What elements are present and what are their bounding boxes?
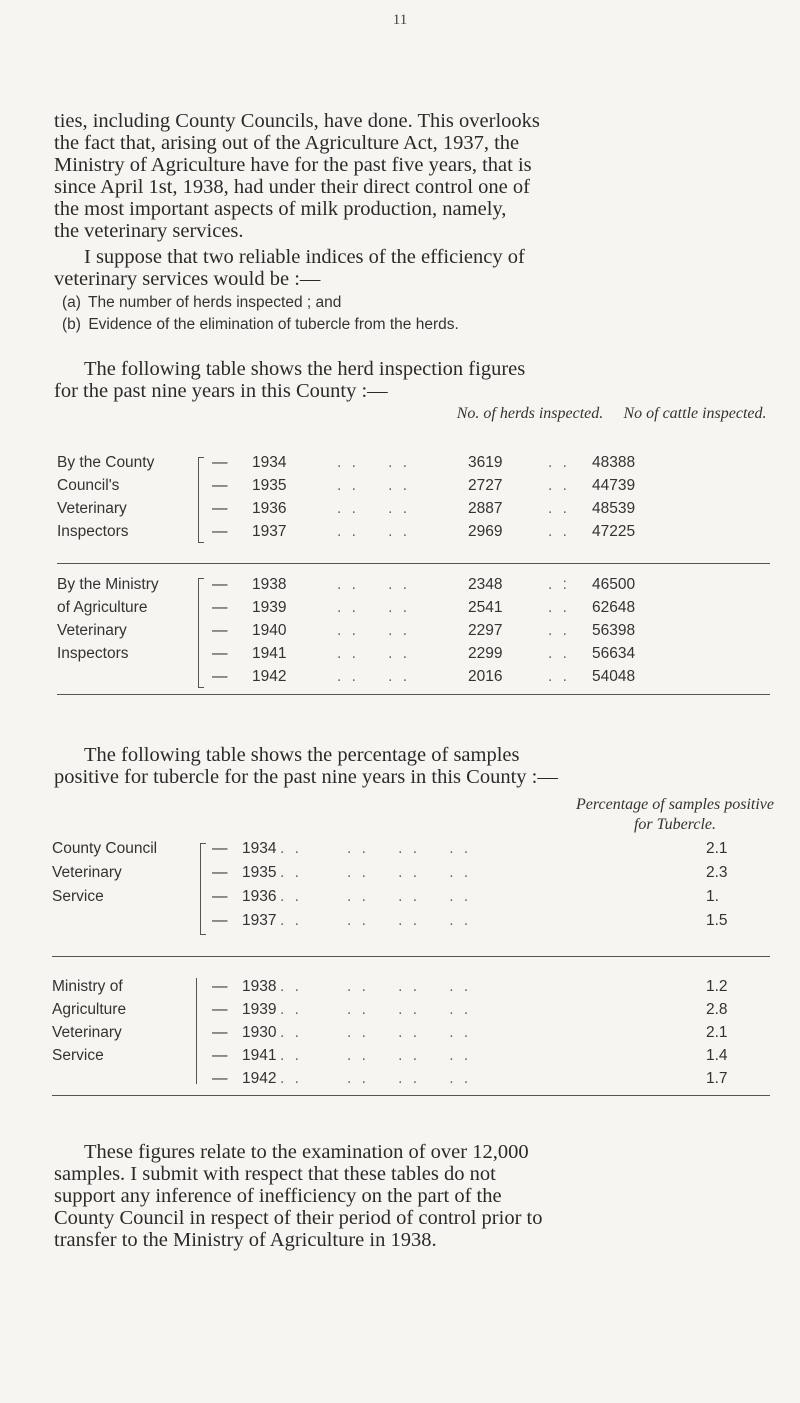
row-cattle: 62648 — [592, 599, 636, 616]
row-dash: — — [212, 523, 228, 540]
group-label-line: Council's — [57, 477, 120, 494]
row-year: 1942 — [242, 1070, 277, 1087]
row-percentage: 1.5 — [706, 912, 728, 929]
table-row: — 1940 . . . . 2297 . . 56398 — [212, 620, 772, 642]
closing-paragraph — [54, 1141, 754, 1251]
row-cattle: 48539 — [592, 500, 636, 517]
row-year: 1936 — [252, 500, 287, 517]
row-dash: — — [212, 1024, 228, 1041]
row-percentage: 2.8 — [706, 1001, 728, 1018]
column-header-herds: No. of herds inspected. — [456, 405, 604, 422]
text-line: I suppose that two reliable indices of the efficiency of — [84, 246, 525, 268]
row-herds: 2887 — [468, 500, 503, 517]
row-dash: — — [212, 978, 228, 995]
row-herds: 3619 — [468, 454, 503, 471]
row-dash: — — [212, 599, 228, 616]
row-year: 1936 — [242, 888, 277, 905]
row-year: 1940 — [252, 622, 287, 639]
text-line: positive for tubercle for the past nine years in this County :— — [54, 766, 558, 788]
group-label-line: Veterinary — [57, 622, 127, 639]
row-cattle: 46500 — [592, 576, 636, 593]
text-line: since April 1st, 1938, had under their direct control one of — [54, 176, 530, 198]
row-dash: — — [212, 477, 228, 494]
group-label-line: Veterinary — [52, 1024, 122, 1041]
group-label-line: Service — [52, 888, 104, 905]
row-cattle: 48388 — [592, 454, 636, 471]
group-label-line: Ministry of — [52, 978, 123, 995]
table-divider — [52, 1095, 770, 1096]
group-label-line: of Agriculture — [57, 599, 148, 616]
group-label-line: Agriculture — [52, 1001, 127, 1018]
row-dash: — — [212, 500, 228, 517]
text-line: These figures relate to the examination of over 12,000 — [84, 1141, 529, 1163]
column-header-percentage: Percentage of samples positive for Tubercle. — [575, 796, 775, 833]
row-dash: — — [212, 576, 228, 593]
group-label-line: Service — [52, 1047, 104, 1064]
row-herds: 2299 — [468, 645, 503, 662]
row-cattle: 47225 — [592, 523, 636, 540]
page-number: 11 — [392, 12, 408, 28]
row-dash: — — [212, 645, 228, 662]
row-year: 1937 — [242, 912, 277, 929]
table-row: — 1939 . . . . . . . . 2.8 — [212, 999, 772, 1021]
row-herds: 2541 — [468, 599, 503, 616]
table-row: — 1934 . . . . . . . . 2.1 — [212, 838, 772, 860]
row-percentage: 1. — [706, 888, 719, 905]
row-year: 1939 — [252, 599, 287, 616]
row-year: 1930 — [242, 1024, 277, 1041]
group-brace — [200, 843, 206, 935]
row-year: 1935 — [252, 477, 287, 494]
group-label-line: Veterinary — [57, 500, 127, 517]
row-dash: — — [212, 1070, 228, 1087]
table-row: — 1939 . . . . 2541 . . 62648 — [212, 597, 772, 619]
row-percentage: 2.1 — [706, 840, 728, 857]
row-year: 1942 — [252, 668, 287, 685]
row-herds: 2969 — [468, 523, 503, 540]
table-row: — 1936 . . . . 2887 . . 48539 — [212, 498, 772, 520]
table-row: — 1941 . . . . . . . . 1.4 — [212, 1045, 772, 1067]
row-year: 1934 — [242, 840, 277, 857]
table-row: — 1937 . . . . . . . . 1.5 — [212, 910, 772, 932]
row-herds: 2727 — [468, 477, 503, 494]
row-dash: — — [212, 668, 228, 685]
text-line: County Council in respect of their period of control prior to — [54, 1207, 543, 1229]
table-row: — 1942 . . . . . . . . 1.7 — [212, 1068, 772, 1090]
row-year: 1941 — [242, 1047, 277, 1064]
row-percentage: 1.7 — [706, 1070, 728, 1087]
group-label-line: By the Ministry — [57, 576, 159, 593]
text-line: samples. I submit with respect that these tables do not — [54, 1163, 496, 1185]
row-year: 1941 — [252, 645, 287, 662]
group-label-line: Inspectors — [57, 645, 129, 662]
group-label-line: By the County — [57, 454, 155, 471]
text-line: support any inference of inefficiency on the part of the — [54, 1185, 502, 1207]
row-herds: 2348 — [468, 576, 503, 593]
table-row: — 1935 . . . . . . . . 2.3 — [212, 862, 772, 884]
row-percentage: 2.1 — [706, 1024, 728, 1041]
list-item-text: The number of herds inspected ; and — [88, 294, 342, 311]
group-label-line: County Council — [52, 840, 158, 857]
row-dash: — — [212, 888, 228, 905]
row-percentage: 1.4 — [706, 1047, 728, 1064]
table-divider — [52, 956, 770, 957]
table-row: — 1937 . . . . 2969 . . 47225 — [212, 521, 772, 543]
row-year: 1935 — [242, 864, 277, 881]
row-dash: — — [212, 840, 228, 857]
table-row: — 1942 . . . . 2016 . . 54048 — [212, 666, 772, 688]
row-cattle: 54048 — [592, 668, 636, 685]
row-year: 1937 — [252, 523, 287, 540]
row-dash: — — [212, 1047, 228, 1064]
row-cattle: 56634 — [592, 645, 636, 662]
list-item-label: (b) — [62, 316, 81, 333]
row-cattle: 44739 — [592, 477, 636, 494]
table-row: — 1930 . . . . . . . . 2.1 — [212, 1022, 772, 1044]
row-herds: 2297 — [468, 622, 503, 639]
row-dash: — — [212, 622, 228, 639]
text-line: for the past nine years in this County :— — [54, 380, 388, 402]
text-line: ties, including County Councils, have done. This overlooks — [54, 110, 540, 132]
text-line: The following table shows the percentage of samples — [84, 744, 520, 766]
row-percentage: 1.2 — [706, 978, 728, 995]
row-cattle: 56398 — [592, 622, 636, 639]
table-row: — 1935 . . . . 2727 . . 44739 — [212, 475, 772, 497]
row-year: 1938 — [252, 576, 287, 593]
row-dash: — — [212, 864, 228, 881]
row-dash: — — [212, 454, 228, 471]
table-row: — 1934 . . . . 3619 . . 48388 — [212, 452, 772, 474]
row-year: 1934 — [252, 454, 287, 471]
column-header-cattle: No of cattle inspected. — [623, 405, 767, 422]
group-label-line: Veterinary — [52, 864, 122, 881]
text-line: the fact that, arising out of the Agriculture Act, 1937, the — [54, 132, 520, 154]
list-item-label: (a) — [62, 294, 81, 311]
text-line: transfer to the Ministry of Agriculture in 1938. — [54, 1229, 437, 1251]
group-label-line: Inspectors — [57, 523, 129, 540]
row-year: 1939 — [242, 1001, 277, 1018]
row-year: 1938 — [242, 978, 277, 995]
text-line: the most important aspects of milk production, namely, — [54, 198, 507, 220]
table-row: — 1941 . . . . 2299 . . 56634 — [212, 643, 772, 665]
text-line: Ministry of Agriculture have for the past five years, that is — [54, 154, 532, 176]
text-line: the veterinary services. — [54, 220, 244, 242]
row-herds: 2016 — [468, 668, 503, 685]
text-line: The following table shows the herd inspection figures — [84, 358, 526, 380]
table-row: — 1938 . . . . . . . . 1.2 — [212, 976, 772, 998]
list-item-text: Evidence of the elimination of tubercle from the herds. — [88, 316, 459, 333]
table-row: — 1938 . . . . 2348 . : 46500 — [212, 574, 772, 596]
row-dash: — — [212, 912, 228, 929]
row-percentage: 2.3 — [706, 864, 728, 881]
text-line: veterinary services would be :— — [54, 268, 321, 290]
group-divider-line — [196, 978, 197, 1084]
row-dash: — — [212, 1001, 228, 1018]
table-row: — 1936 . . . . . . . . 1. — [212, 886, 772, 908]
